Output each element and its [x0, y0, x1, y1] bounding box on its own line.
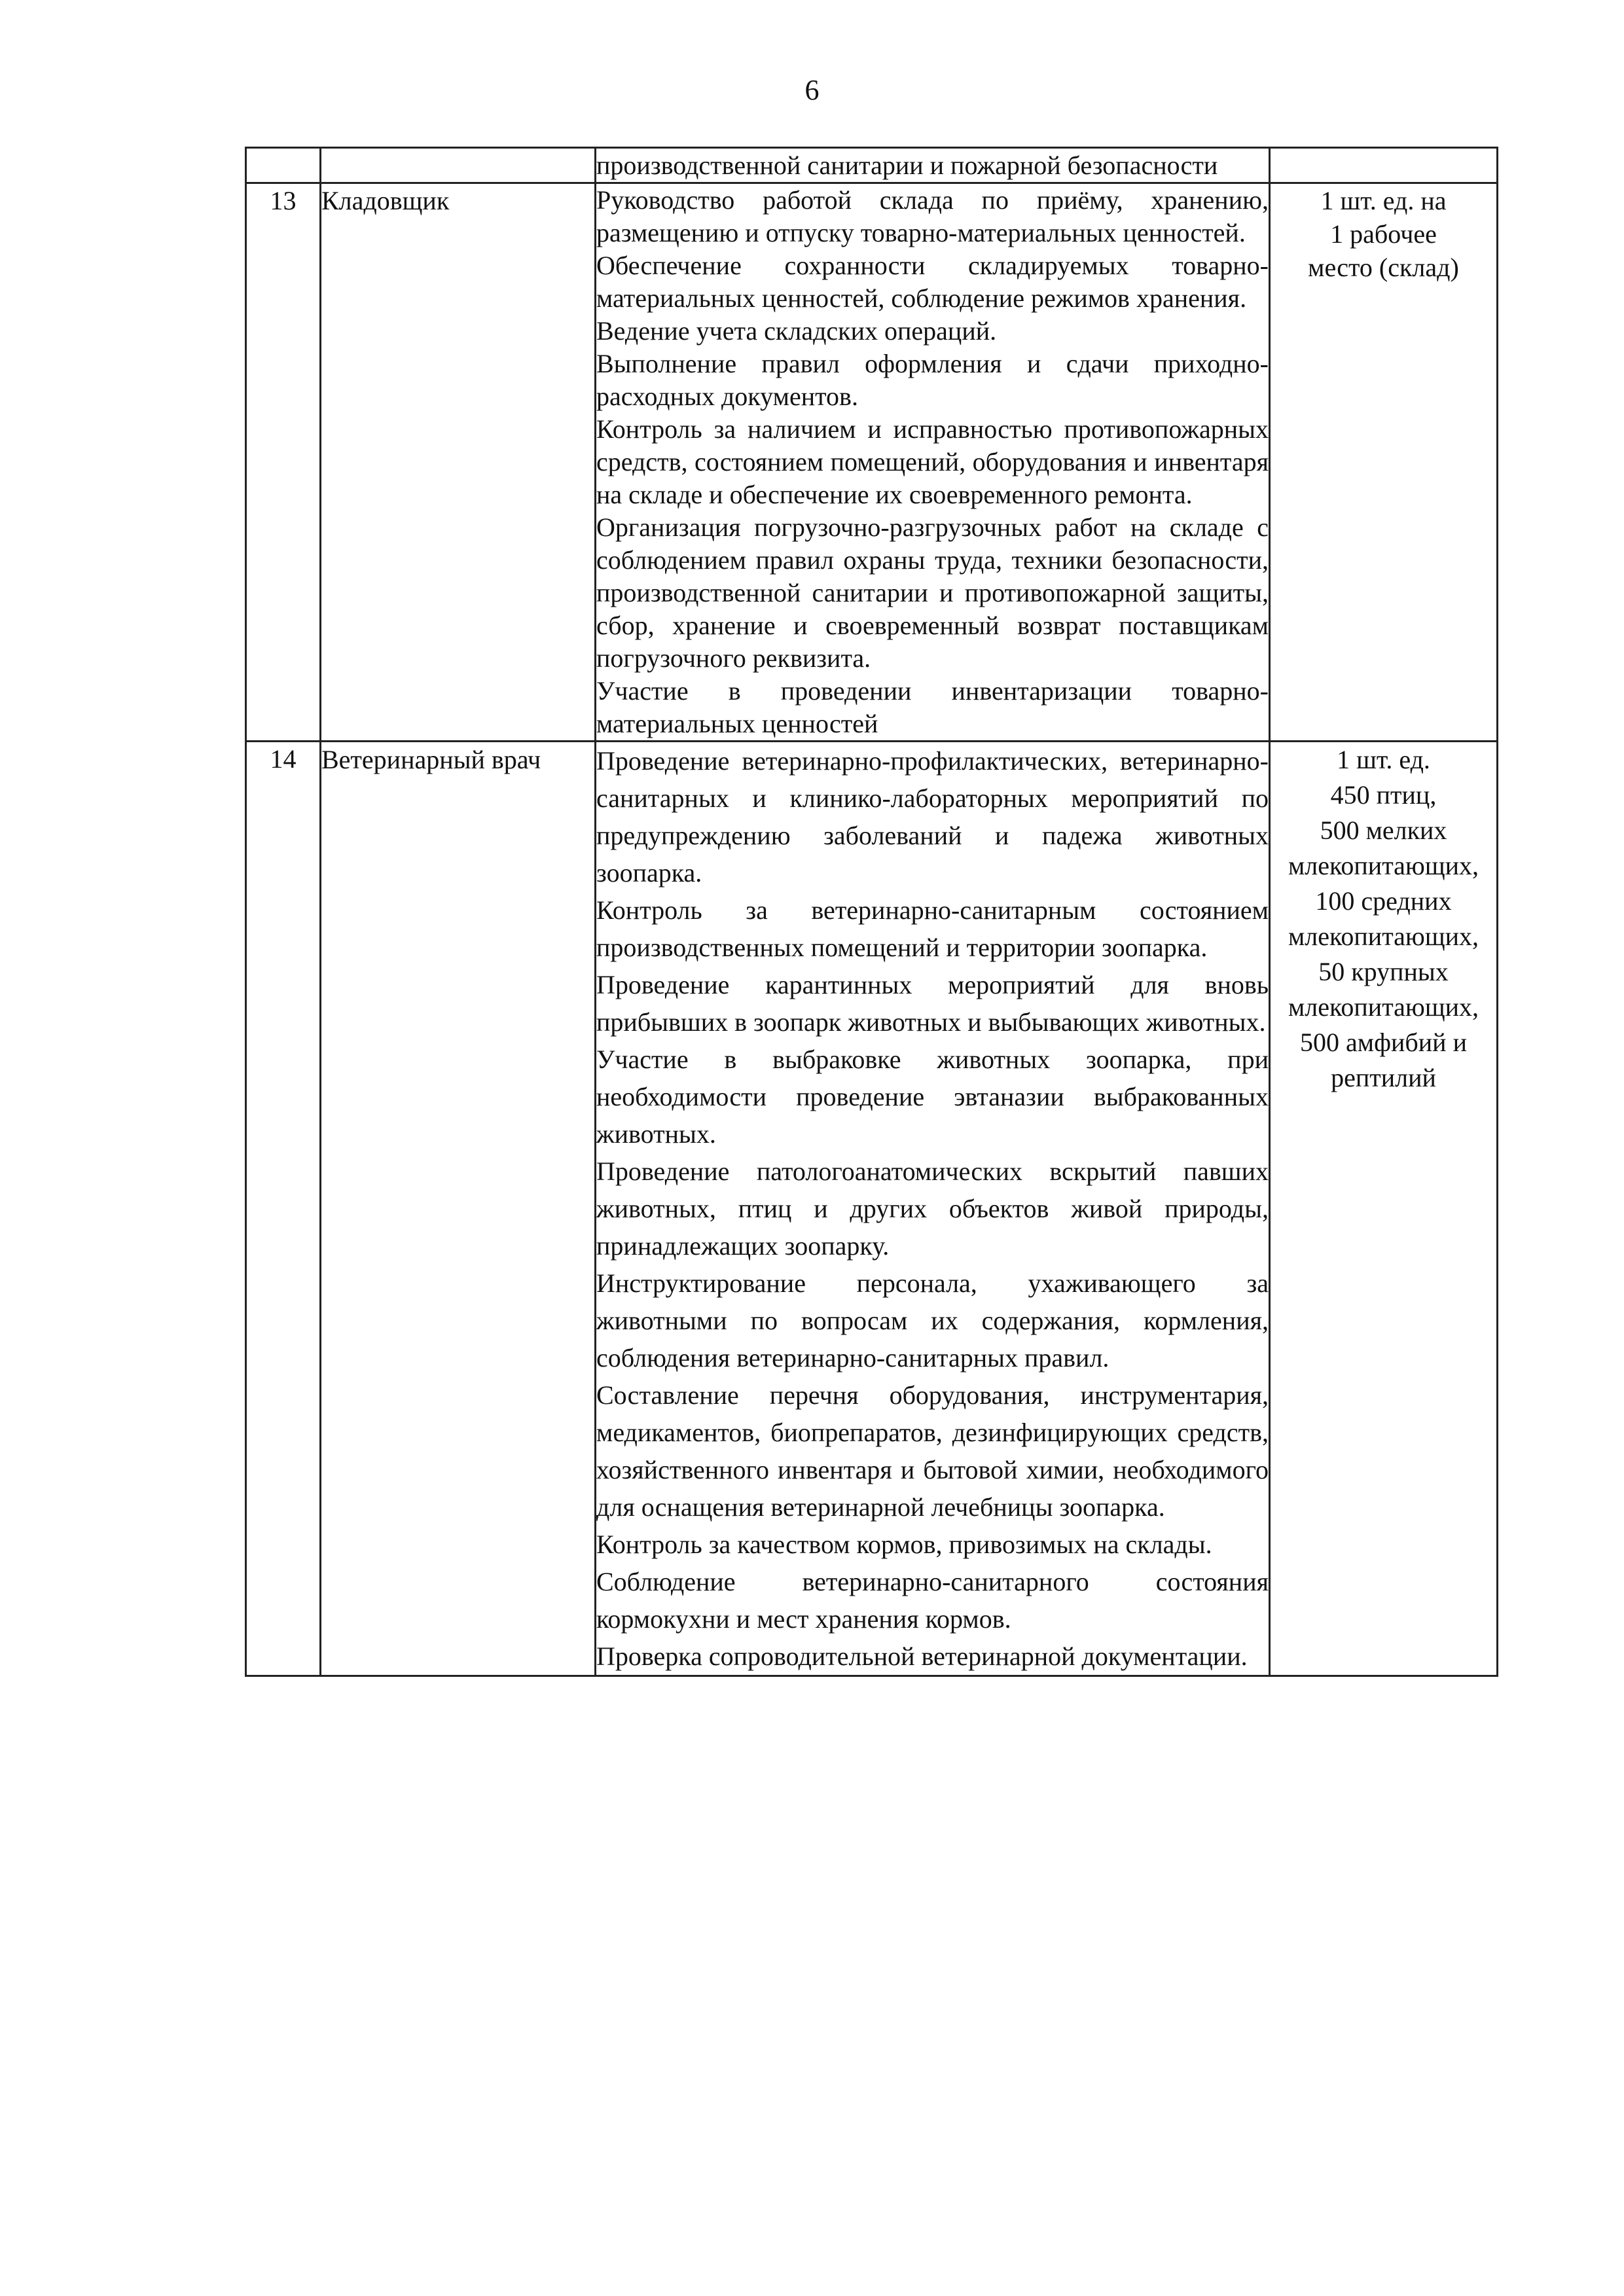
staffing-norm-line: 100 средних [1315, 886, 1452, 916]
duty-item: Соблюдение ветеринарно-санитарного состояния кормокухни и мест хранения кормов. [596, 1567, 1269, 1634]
staffing-norm-line: млекопитающих, [1288, 992, 1479, 1022]
table-row [246, 148, 1498, 183]
row-number-cell: 13 [246, 183, 321, 742]
duty-item: Выполнение правил оформления и сдачи приходно-расходных документов. [596, 349, 1269, 411]
staffing-norm-line: 50 крупных [1318, 957, 1449, 986]
duty-item: Организация погрузочно-разгрузочных работ на складе с соблюдением правил охраны труда, техники безопасности, производственной санитарии и противопожарной защиты, сбор, хранение и своевременный возврат поставщикам погрузочного реквизита. [596, 512, 1269, 673]
staffing-norm-line: место (склад) [1308, 253, 1459, 282]
duty-item: Составление перечня оборудования, инструментария, медикаментов, биопрепаратов, дезинфицирующих средств, хозяйственного инвентаря и бытовой химии, необходимого для оснащения ветеринарной лечебницы зоопарка. [596, 1380, 1269, 1522]
duties-cell [596, 183, 1270, 742]
duty-item: Проведение карантинных мероприятий для вновь прибывших в зоопарк животных и выбывающих животных. [596, 970, 1269, 1037]
duty-item: Проведение патологоанатомических вскрытий павших животных, птиц и других объектов живой природы, принадлежащих зоопарку. [596, 1157, 1269, 1261]
staffing-norm-line: 500 амфибий и [1300, 1028, 1467, 1057]
page-number: 6 [804, 74, 820, 106]
staffing-norm-cell [1270, 742, 1498, 1676]
staffing-norm-line: млекопитающих, [1288, 851, 1479, 880]
staffing-norm-line: рептилий [1331, 1063, 1436, 1092]
duty-item: Руководство работой склада по приёму, хранению, размещению и отпуску товарно-материальных ценностей. [596, 185, 1269, 247]
duty-item: производственной санитарии и пожарной безопасности [596, 151, 1218, 180]
table-row [246, 183, 1498, 742]
staffing-norm-line: 1 шт. ед. на [1320, 186, 1447, 215]
position-title-cell: Кладовщик [321, 183, 596, 742]
duty-item: Инструктирование персонала, ухаживающего за животными по вопросам их содержания, кормления, соблюдения ветеринарно-санитарных правил. [596, 1268, 1269, 1372]
duty-item: Контроль за качеством кормов, привозимых на склады. [596, 1530, 1212, 1559]
duty-item: Участие в проведении инвентаризации товарно-материальных ценностей [596, 676, 1269, 738]
row-number-cell: 14 [246, 742, 321, 1676]
staffing-norm-line: 500 мелких [1320, 816, 1447, 845]
staffing-norm-line: 1 рабочее [1330, 219, 1437, 249]
staffing-norm-line: 1 шт. ед. [1337, 745, 1430, 774]
position-title-cell: Ветеринарный врач [321, 742, 596, 1676]
table-row [246, 742, 1498, 1676]
duty-item: Участие в выбраковке животных зоопарка, при необходимости проведение эвтаназии выбракованных животных. [596, 1045, 1269, 1149]
row-number-cell [246, 148, 321, 183]
staff-duties-table [245, 147, 1498, 1677]
table-body [246, 148, 1498, 1676]
duty-item: Ведение учета складских операций. [596, 316, 997, 346]
duty-item: Контроль за наличием и исправностью противопожарных средств, состоянием помещений, оборудования и инвентаря на складе и обеспечение их своевременного ремонта. [596, 414, 1269, 509]
duty-item: Проверка сопроводительной ветеринарной документации. [596, 1641, 1248, 1671]
duties-cell [596, 742, 1270, 1676]
staffing-norm-line: млекопитающих, [1288, 922, 1479, 951]
duty-item: Контроль за ветеринарно-санитарным состоянием производственных помещений и территории зоопарка. [596, 895, 1269, 962]
staffing-norm-line: 450 птиц, [1330, 780, 1437, 810]
duties-cell [596, 148, 1270, 183]
staffing-norm-cell [1270, 183, 1498, 742]
position-title-cell [321, 148, 596, 183]
duty-item: Обеспечение сохранности складируемых товарно-материальных ценностей, соблюдение режимов хранения. [596, 251, 1269, 313]
staffing-norm-cell [1270, 148, 1498, 183]
duty-item: Проведение ветеринарно-профилактических, ветеринарно-санитарных и клинико-лабораторных мероприятий по предупреждению заболеваний и падежа животных зоопарка. [596, 746, 1269, 888]
